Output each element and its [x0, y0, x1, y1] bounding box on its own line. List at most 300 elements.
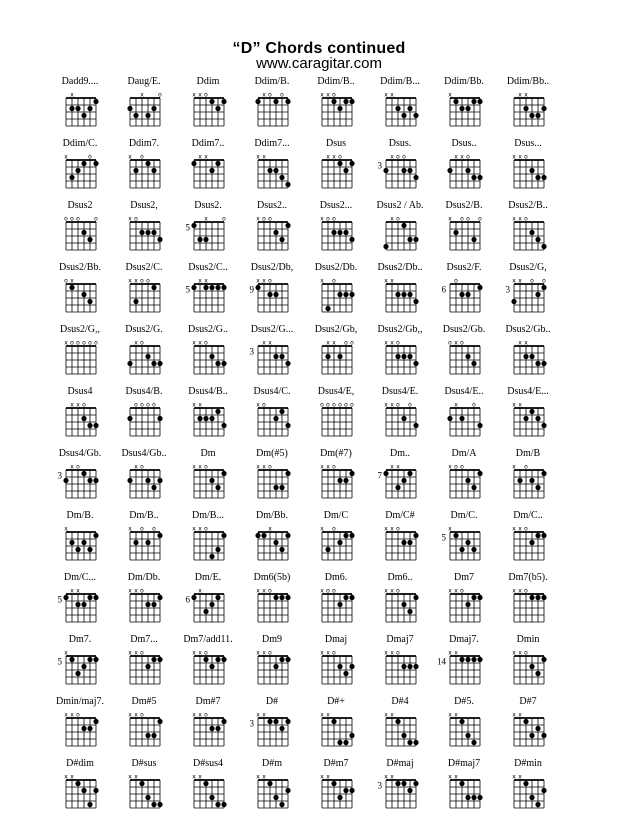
open-string-mark: o: [204, 649, 208, 657]
finger-dot: [273, 168, 278, 173]
finger-dot: [471, 740, 476, 745]
muted-string-mark: x: [518, 401, 522, 409]
finger-dot: [349, 788, 354, 793]
muted-string-mark: x: [70, 277, 74, 285]
finger-dot: [285, 657, 290, 662]
finger-dot: [465, 733, 470, 738]
chord-name: Dm(#7): [320, 448, 352, 459]
chord-name: Dsus4/E,: [317, 386, 355, 397]
open-string-mark: o: [280, 91, 284, 99]
finger-dot: [535, 361, 540, 366]
finger-dot: [349, 733, 354, 738]
chord-name: Dmaj7: [386, 634, 414, 645]
fretboard: [364, 712, 436, 752]
open-string-mark: o: [478, 215, 482, 223]
finger-dot: [465, 106, 470, 111]
finger-dot: [529, 664, 534, 669]
finger-dot: [191, 285, 196, 290]
finger-dot: [541, 244, 546, 249]
finger-dot: [157, 657, 162, 662]
chord-diagram: [364, 138, 436, 204]
open-string-mark: o: [76, 215, 80, 223]
fretboard: [300, 588, 372, 628]
finger-dot: [343, 230, 348, 235]
finger-dot: [127, 478, 132, 483]
open-string-mark: o: [460, 339, 464, 347]
finger-dot: [407, 740, 412, 745]
open-string-mark: o: [82, 339, 86, 347]
chord-diagram: [300, 510, 372, 576]
fretboard: [108, 154, 180, 194]
chord-name: Dsus2/F.: [446, 262, 482, 273]
open-string-mark: o: [64, 277, 68, 285]
finger-dot: [203, 237, 208, 242]
finger-dot: [145, 540, 150, 545]
finger-dot: [465, 602, 470, 607]
muted-string-mark: x: [192, 773, 196, 781]
finger-dot: [331, 99, 336, 104]
finger-dot: [523, 719, 528, 724]
finger-dot: [75, 781, 80, 786]
fretboard: [44, 464, 116, 504]
chord-diagram: [172, 696, 244, 762]
chord-diagram: [364, 386, 436, 452]
muted-string-mark: x: [76, 401, 80, 409]
chord-diagram: [236, 200, 308, 266]
finger-dot: [523, 354, 528, 359]
chord-name: Dsus2/C.: [125, 262, 163, 273]
chord-name: Dm/A: [451, 448, 477, 459]
muted-string-mark: x: [320, 587, 324, 595]
chord-name: Dsus..: [451, 138, 477, 149]
finger-dot: [401, 354, 406, 359]
fretboard: [364, 216, 436, 256]
finger-dot: [273, 292, 278, 297]
chord-diagram: [364, 696, 436, 762]
finger-dot: [197, 416, 202, 421]
muted-string-mark: x: [268, 339, 272, 347]
finger-dot: [75, 671, 80, 676]
chord-diagram: [44, 634, 116, 700]
chord-name: D#min: [514, 758, 542, 769]
finger-dot: [267, 168, 272, 173]
chord-diagram: [172, 510, 244, 576]
muted-string-mark: x: [390, 773, 394, 781]
chord-name: Dsus2: [67, 200, 93, 211]
chord-diagram: [492, 138, 564, 204]
muted-string-mark: x: [262, 649, 266, 657]
fretboard: [428, 154, 500, 194]
finger-dot: [209, 99, 214, 104]
open-string-mark: o: [524, 153, 528, 161]
open-string-mark: o: [146, 277, 150, 285]
muted-string-mark: x: [326, 711, 330, 719]
chord-name: Dmaj: [324, 634, 348, 645]
fretboard: [428, 588, 500, 628]
finger-dot: [215, 657, 220, 662]
fretboard: [300, 278, 372, 318]
chord-name: Dsus2/G...: [250, 324, 294, 335]
chord-diagram: [236, 76, 308, 142]
muted-string-mark: x: [454, 153, 458, 161]
finger-dot: [395, 106, 400, 111]
finger-dot: [407, 237, 412, 242]
open-string-mark: o: [152, 525, 156, 533]
chord-name: Dm/C...: [64, 572, 96, 583]
chord-diagram: [492, 200, 564, 266]
fretboard: [428, 526, 500, 566]
finger-dot: [273, 354, 278, 359]
finger-dot: [401, 733, 406, 738]
finger-dot: [395, 485, 400, 490]
fretboard: [44, 278, 116, 318]
muted-string-mark: x: [512, 463, 516, 471]
fretboard: [300, 774, 372, 814]
open-string-mark: o: [262, 215, 266, 223]
muted-string-mark: x: [204, 277, 208, 285]
open-string-mark: o: [268, 215, 272, 223]
muted-string-mark: x: [204, 215, 208, 223]
fretboard: [300, 650, 372, 690]
open-string-mark: o: [268, 91, 272, 99]
open-string-mark: o: [466, 153, 470, 161]
finger-dot: [337, 230, 342, 235]
chord-diagram: [428, 572, 500, 638]
finger-dot: [401, 416, 406, 421]
chord-name: Dmaj7.: [449, 634, 479, 645]
muted-string-mark: x: [198, 649, 202, 657]
finger-dot: [535, 416, 540, 421]
finger-dot: [215, 802, 220, 807]
fret-number: 3: [377, 780, 382, 791]
muted-string-mark: x: [198, 277, 202, 285]
chord-name: D#: [265, 696, 279, 707]
finger-dot: [331, 781, 336, 786]
finger-dot: [87, 657, 92, 662]
open-string-mark: o: [268, 587, 272, 595]
fretboard: [172, 278, 244, 318]
fret-number: 3: [249, 346, 254, 357]
finger-dot: [279, 547, 284, 552]
chord-name: Dm/B: [515, 448, 541, 459]
fretboard: [108, 402, 180, 442]
finger-dot: [285, 471, 290, 476]
fretboard: [44, 526, 116, 566]
finger-dot: [215, 726, 220, 731]
fret-number: 3: [249, 718, 254, 729]
finger-dot: [221, 285, 226, 290]
muted-string-mark: x: [192, 91, 196, 99]
finger-dot: [191, 595, 196, 600]
finger-dot: [285, 719, 290, 724]
muted-string-mark: x: [332, 153, 336, 161]
fretboard: [492, 216, 564, 256]
fretboard: [300, 402, 372, 442]
finger-dot: [157, 802, 162, 807]
chord-diagram: [364, 572, 436, 638]
fretboard: [236, 588, 308, 628]
fretboard: [236, 278, 308, 318]
muted-string-mark: x: [256, 277, 260, 285]
finger-dot: [133, 540, 138, 545]
muted-string-mark: x: [384, 773, 388, 781]
fretboard: [236, 464, 308, 504]
chord-name: Dsus4/B..: [188, 386, 228, 397]
chord-diagram: [44, 758, 116, 824]
chord-name: Dm7...: [130, 634, 158, 645]
chord-name: Dsus: [325, 138, 346, 149]
muted-string-mark: x: [396, 463, 400, 471]
finger-dot: [69, 657, 74, 662]
open-string-mark: o: [350, 339, 354, 347]
chord-diagram: [364, 262, 436, 328]
finger-dot: [407, 471, 412, 476]
open-string-mark: o: [332, 525, 336, 533]
open-string-mark: o: [158, 91, 162, 99]
open-string-mark: o: [524, 649, 528, 657]
finger-dot: [337, 478, 342, 483]
finger-dot: [145, 113, 150, 118]
chord-name: Dsus4/B.: [125, 386, 163, 397]
muted-string-mark: x: [134, 711, 138, 719]
finger-dot: [529, 733, 534, 738]
open-string-mark: o: [64, 215, 68, 223]
fretboard: [236, 402, 308, 442]
open-string-mark: o: [140, 463, 144, 471]
finger-dot: [267, 719, 272, 724]
chord-diagram: [300, 758, 372, 824]
fretboard: [364, 278, 436, 318]
finger-dot: [459, 781, 464, 786]
chord-diagram: [492, 510, 564, 576]
muted-string-mark: x: [192, 649, 196, 657]
chord-name: Dm(#5): [256, 448, 288, 459]
finger-dot: [337, 292, 342, 297]
finger-dot: [325, 306, 330, 311]
chord-diagram: [492, 262, 564, 328]
fretboard: [300, 464, 372, 504]
muted-string-mark: x: [448, 215, 452, 223]
finger-dot: [273, 99, 278, 104]
fretboard: [364, 402, 436, 442]
finger-dot: [81, 602, 86, 607]
fretboard: [300, 154, 372, 194]
finger-dot: [273, 230, 278, 235]
finger-dot: [465, 354, 470, 359]
finger-dot: [541, 361, 546, 366]
fretboard: [492, 154, 564, 194]
chord-name: Ddim/B.: [254, 76, 290, 87]
finger-dot: [273, 664, 278, 669]
muted-string-mark: x: [454, 339, 458, 347]
chord-name: Dm/C.: [450, 510, 478, 521]
finger-dot: [133, 168, 138, 173]
chord-name: Dsus2/G.: [125, 324, 163, 335]
muted-string-mark: x: [64, 649, 68, 657]
chord-name: Dsus2/G..: [187, 324, 228, 335]
chord-diagram: [300, 200, 372, 266]
muted-string-mark: x: [192, 711, 196, 719]
chord-name: Dsus2/Gb,: [314, 324, 358, 335]
fretboard: [492, 588, 564, 628]
chord-name: Dm/Bb.: [256, 510, 288, 521]
open-string-mark: o: [332, 587, 336, 595]
finger-dot: [395, 719, 400, 724]
fretboard: [44, 774, 116, 814]
muted-string-mark: x: [390, 525, 394, 533]
chord-name: Ddim/C.: [62, 138, 98, 149]
fretboard: [364, 464, 436, 504]
open-string-mark: o: [76, 339, 80, 347]
fretboard: [108, 216, 180, 256]
open-string-mark: o: [204, 91, 208, 99]
finger-dot: [413, 237, 418, 242]
finger-dot: [203, 657, 208, 662]
finger-dot: [93, 657, 98, 662]
fretboard: [492, 402, 564, 442]
finger-dot: [349, 99, 354, 104]
finger-dot: [273, 719, 278, 724]
finger-dot: [209, 416, 214, 421]
fretboard: [172, 464, 244, 504]
chord-name: Dmin: [516, 634, 540, 645]
chord-name: Dm#5: [131, 696, 157, 707]
finger-dot: [343, 788, 348, 793]
finger-dot: [383, 244, 388, 249]
open-string-mark: o: [524, 463, 528, 471]
chord-name: Dm/C: [323, 510, 349, 521]
chord-name: Dsus4/E..: [444, 386, 484, 397]
muted-string-mark: x: [198, 587, 202, 595]
chord-diagram: [172, 572, 244, 638]
chord-diagram: [300, 262, 372, 328]
open-string-mark: o: [332, 91, 336, 99]
finger-dot: [209, 795, 214, 800]
chord-diagram: [236, 448, 308, 514]
muted-string-mark: x: [390, 587, 394, 595]
muted-string-mark: x: [198, 525, 202, 533]
finger-dot: [285, 533, 290, 538]
finger-dot: [209, 478, 214, 483]
finger-dot: [75, 547, 80, 552]
fretboard: [364, 588, 436, 628]
chord-name: D#sus4: [192, 758, 223, 769]
finger-dot: [139, 230, 144, 235]
finger-dot: [337, 740, 342, 745]
open-string-mark: o: [338, 401, 342, 409]
muted-string-mark: x: [128, 277, 132, 285]
fret-number: 3: [377, 160, 382, 171]
finger-dot: [529, 230, 534, 235]
finger-dot: [87, 802, 92, 807]
muted-string-mark: x: [134, 587, 138, 595]
muted-string-mark: x: [262, 277, 266, 285]
chord-diagram: [108, 510, 180, 576]
muted-string-mark: x: [390, 463, 394, 471]
chord-name: Dm/B...: [192, 510, 224, 521]
muted-string-mark: x: [320, 711, 324, 719]
chord-diagram: [364, 76, 436, 142]
page-title: “D” Chords continued: [232, 40, 406, 57]
finger-dot: [337, 354, 342, 359]
muted-string-mark: x: [256, 773, 260, 781]
finger-dot: [87, 726, 92, 731]
finger-dot: [401, 223, 406, 228]
chord-name: Dsus4/Gb..: [121, 448, 167, 459]
muted-string-mark: x: [70, 711, 74, 719]
chord-name: Dsus2/B.: [445, 200, 483, 211]
muted-string-mark: x: [64, 525, 68, 533]
chord-name: Dsus.: [388, 138, 412, 149]
finger-dot: [75, 168, 80, 173]
muted-string-mark: x: [512, 215, 516, 223]
finger-dot: [87, 299, 92, 304]
muted-string-mark: x: [64, 773, 68, 781]
finger-dot: [81, 113, 86, 118]
finger-dot: [157, 416, 162, 421]
chord-diagram: [108, 634, 180, 700]
chord-diagram: [428, 138, 500, 204]
muted-string-mark: x: [70, 587, 74, 595]
finger-dot: [87, 595, 92, 600]
muted-string-mark: x: [262, 773, 266, 781]
chord-name: Dm/B..: [129, 510, 159, 521]
muted-string-mark: x: [460, 153, 464, 161]
chord-diagram: [236, 696, 308, 762]
muted-string-mark: x: [518, 91, 522, 99]
fret-number: 9: [249, 284, 254, 295]
finger-dot: [535, 237, 540, 242]
muted-string-mark: x: [384, 649, 388, 657]
muted-string-mark: x: [198, 463, 202, 471]
finger-dot: [447, 168, 452, 173]
muted-string-mark: x: [448, 463, 452, 471]
open-string-mark: o: [268, 649, 272, 657]
open-string-mark: o: [76, 463, 80, 471]
fretboard: [300, 712, 372, 752]
open-string-mark: o: [134, 215, 138, 223]
muted-string-mark: x: [192, 463, 196, 471]
chord-name: D#7: [519, 696, 537, 707]
muted-string-mark: x: [326, 773, 330, 781]
finger-dot: [337, 602, 342, 607]
chord-diagram: [236, 634, 308, 700]
muted-string-mark: x: [76, 587, 80, 595]
finger-dot: [413, 740, 418, 745]
finger-dot: [413, 533, 418, 538]
finger-dot: [535, 726, 540, 731]
open-string-mark: o: [332, 401, 336, 409]
chord-diagram: [428, 448, 500, 514]
finger-dot: [221, 802, 226, 807]
fretboard: [428, 712, 500, 752]
chord-name: Dm7/add11.: [183, 634, 233, 645]
open-string-mark: o: [408, 401, 412, 409]
muted-string-mark: x: [256, 215, 260, 223]
muted-string-mark: x: [128, 587, 132, 595]
open-string-mark: o: [454, 277, 458, 285]
fretboard: [300, 216, 372, 256]
finger-dot: [151, 657, 156, 662]
finger-dot: [401, 602, 406, 607]
open-string-mark: o: [396, 339, 400, 347]
open-string-mark: o: [268, 463, 272, 471]
finger-dot: [343, 478, 348, 483]
finger-dot: [541, 106, 546, 111]
finger-dot: [401, 664, 406, 669]
finger-dot: [209, 354, 214, 359]
muted-string-mark: x: [320, 215, 324, 223]
